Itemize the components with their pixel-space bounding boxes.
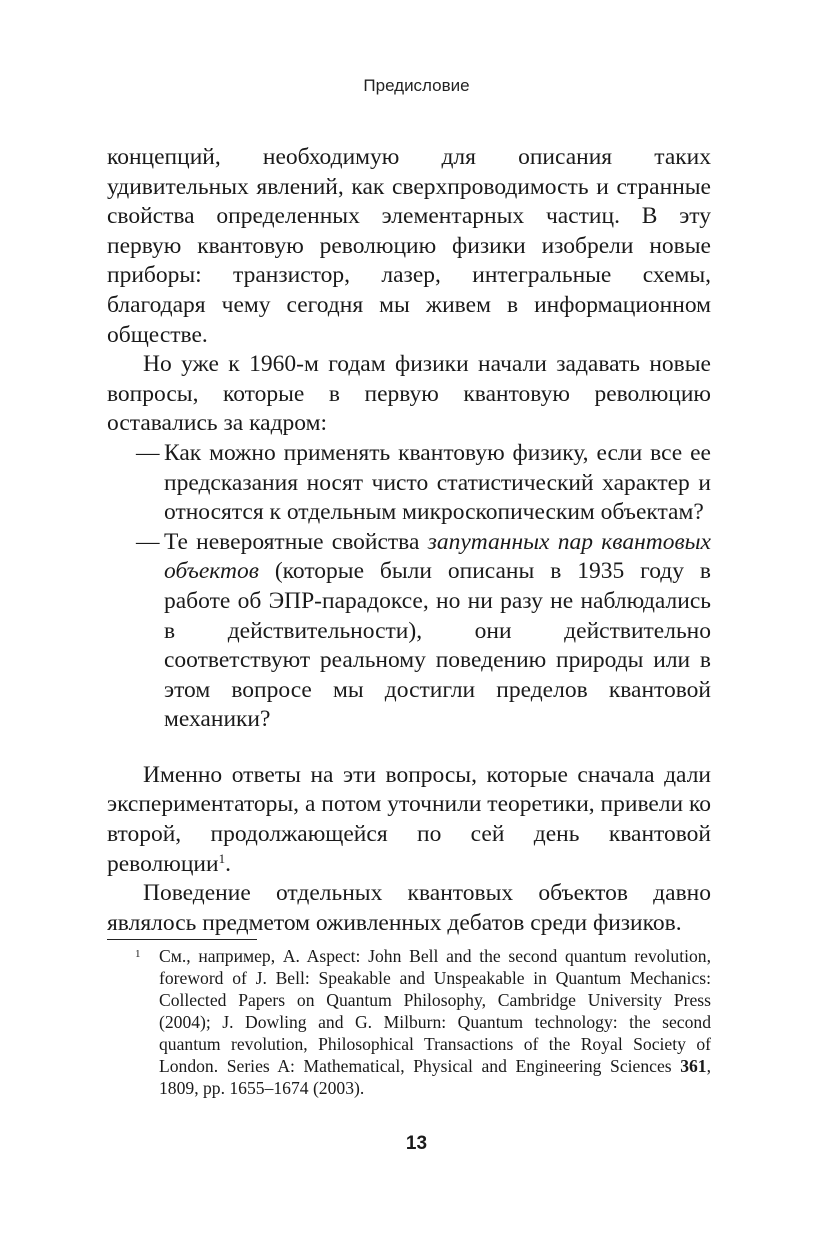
paragraph-2: Но уже к 1960-м годам физики начали задавать новые вопросы, которые в первую квантовую революцию оставались за кадром: bbox=[107, 351, 711, 437]
paragraph-3-end: . bbox=[225, 850, 231, 877]
paragraph-3 bbox=[107, 761, 711, 879]
main-text bbox=[107, 143, 711, 938]
footnote-marker: 1 bbox=[135, 948, 141, 960]
footnote-reference[interactable]: 1 bbox=[218, 850, 226, 866]
paragraph-4: Поведение отдельных квантовых объектов давно являлось предметом оживленных дебатов среди физиков. bbox=[107, 880, 711, 936]
list-item-2-emphasis: запутанных пар квантовых объектов bbox=[164, 528, 711, 585]
paragraph-1: концепций, необходимую для описания таких удивительных явлений, как сверхпроводимость и странные свойства определенных элементарных частиц. В эту первую квантовую революцию физики изобрели новые приборы: транзистор, лазер, интегральные схемы, благодаря чему сегодня мы живем в информационном обществе. bbox=[107, 144, 711, 348]
em-dash: — bbox=[136, 439, 160, 466]
list-item-2 bbox=[107, 528, 711, 735]
footnote-volume: 361 bbox=[680, 1056, 707, 1076]
footnote bbox=[107, 945, 711, 1099]
footnote-separator bbox=[107, 939, 257, 940]
list-item-1-text: Как можно применять квантовую физику, если все ее предсказания носят чисто статистический характер и относятся к отдельным микроскопическим объектам? bbox=[164, 439, 711, 526]
page-number: 13 bbox=[405, 1133, 428, 1154]
em-dash: — bbox=[136, 528, 160, 555]
list-item-2-text-end: (которые были описаны в 1935 году в работе об ЭПР-парадоксе, но ни разу не наблюдались в действительности), они действительно соответствуют реальному поведению природы или в этом вопросе мы достигли пределов квантовой механики? bbox=[164, 558, 711, 733]
footnote-text-end: , 1809, pp. 1655–1674 (2003). bbox=[159, 1056, 711, 1098]
spacer bbox=[107, 735, 711, 761]
footnote-text bbox=[159, 945, 711, 1099]
running-title: Предисловие bbox=[363, 76, 470, 95]
paragraph-3-text: Именно ответы на эти вопросы, которые сначала дали экспериментаторы, а потом уточнили теоретики, привели ко второй, продолжающейся по сей день квантовой революции bbox=[107, 761, 711, 877]
footnote-text-start: См., например, A. Aspect: John Bell and the second quantum revolution, foreword of J. Bell: Speakable and Unspeakable in Quantum Mechanics: Collected Papers on Quantum Philosophy, Cambridge University Press (2004); J. Dowling and G. Milburn: Quantum technology: the second quantum revolution, Philosophical Transactions of the Royal Society of London. Series A: Mathematical, Physical and Engineering Sciences bbox=[159, 946, 711, 1076]
list-item-2-text: Те невероятные свойства bbox=[164, 528, 428, 555]
list-item-1 bbox=[107, 439, 711, 528]
